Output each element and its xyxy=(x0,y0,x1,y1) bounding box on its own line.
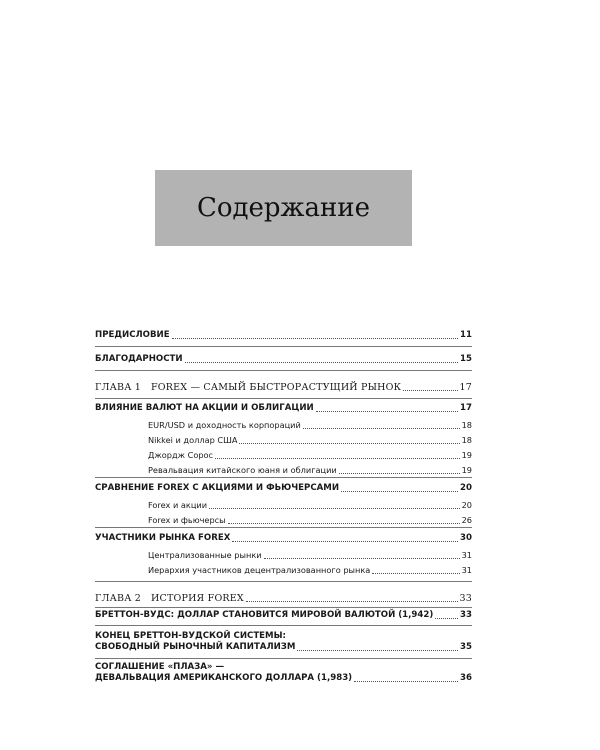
toc-page: 20 xyxy=(461,500,472,510)
toc-subsection[interactable] xyxy=(148,450,472,461)
separator-line xyxy=(95,346,472,347)
leader-dots xyxy=(372,573,459,574)
toc-subsection[interactable] xyxy=(148,420,472,431)
toc-subsection[interactable] xyxy=(148,550,472,561)
toc-section[interactable] xyxy=(95,662,472,684)
toc-label-line: СВОБОДНЫЙ РЫНОЧНЫЙ КАПИТАЛИЗМ xyxy=(95,642,296,652)
toc-label: Джордж Сорос xyxy=(148,450,214,460)
toc-label: Ревальвация китайского юаня и облигации xyxy=(148,465,337,475)
toc-section[interactable] xyxy=(95,533,472,544)
toc-label-line: КОНЕЦ БРЕТТОН-ВУДСКОЙ СИСТЕМЫ: xyxy=(95,631,286,641)
toc-label: Forex и фьючерсы xyxy=(148,515,226,525)
toc-page: 33 xyxy=(460,610,472,620)
toc-page: 11 xyxy=(460,330,472,340)
toc-label: УЧАСТНИКИ РЫНКА FOREX xyxy=(95,533,231,543)
separator-line xyxy=(95,527,472,528)
leader-dots xyxy=(185,362,458,363)
separator-line xyxy=(95,398,472,399)
toc-page: 19 xyxy=(461,465,472,475)
separator-line xyxy=(95,477,472,478)
leader-dots xyxy=(303,428,460,429)
toc-page: 35 xyxy=(460,642,472,652)
toc-chapter-1[interactable] xyxy=(95,382,472,393)
leader-dots xyxy=(209,508,460,509)
separator-line xyxy=(95,625,472,626)
toc-section[interactable] xyxy=(95,631,472,653)
toc-entry-preface[interactable] xyxy=(95,330,472,341)
toc-page: 18 xyxy=(461,435,472,445)
leader-dots xyxy=(297,650,458,651)
toc-label: БРЕТТОН-ВУДС: ДОЛЛАР СТАНОВИТСЯ МИРОВОЙ ВАЛЮТОЙ (1,942) xyxy=(95,610,434,620)
leader-dots xyxy=(339,473,460,474)
toc-page: 17 xyxy=(459,382,472,393)
toc-label: EUR/USD и доходность корпораций xyxy=(148,420,301,430)
toc-page: 31 xyxy=(461,565,472,575)
leader-dots xyxy=(172,338,458,339)
page-title: Содержание xyxy=(196,193,371,223)
toc-page: 36 xyxy=(460,673,472,683)
toc-subsection[interactable] xyxy=(148,515,472,526)
separator-line xyxy=(95,370,472,371)
toc-label: СРАВНЕНИЕ FOREX С АКЦИЯМИ И ФЬЮЧЕРСАМИ xyxy=(95,483,340,493)
leader-dots xyxy=(232,541,458,542)
separator-line xyxy=(95,607,472,608)
toc-subsection[interactable] xyxy=(148,465,472,476)
toc-label-line: СОГЛАШЕНИЕ «ПЛАЗА» — xyxy=(95,662,225,672)
toc-label: БЛАГОДАРНОСТИ xyxy=(95,354,183,364)
toc-section[interactable] xyxy=(95,610,472,621)
leader-dots xyxy=(239,443,459,444)
toc-page: 30 xyxy=(460,533,472,543)
toc-page: 15 xyxy=(460,354,472,364)
chapter-number: ГЛАВА 1 xyxy=(95,382,142,393)
toc-section[interactable] xyxy=(95,483,472,494)
chapter-title: FOREX — САМЫЙ БЫСТРОРАСТУЩИЙ РЫНОК xyxy=(151,382,402,393)
toc-label-line: ДЕВАЛЬВАЦИЯ АМЕРИКАНСКОГО ДОЛЛАРА (1,983) xyxy=(95,673,353,683)
leader-dots xyxy=(246,601,458,602)
toc-subsection[interactable] xyxy=(148,435,472,446)
toc-page: 17 xyxy=(460,403,472,413)
leader-dots xyxy=(354,681,458,682)
toc-page: 31 xyxy=(461,550,472,560)
toc-label: Иерархия участников децентрализованного рынка xyxy=(148,565,371,575)
leader-dots xyxy=(228,523,460,524)
toc-entry-acknowledgements[interactable] xyxy=(95,354,472,365)
toc-page: 26 xyxy=(461,515,472,525)
leader-dots xyxy=(403,390,457,391)
toc-subsection[interactable] xyxy=(148,500,472,511)
toc-chapter-2[interactable] xyxy=(95,593,472,604)
leader-dots xyxy=(264,558,460,559)
toc-label: ВЛИЯНИЕ ВАЛЮТ НА АКЦИИ И ОБЛИГАЦИИ xyxy=(95,403,314,413)
toc-label: ПРЕДИСЛОВИЕ xyxy=(95,330,170,340)
toc-page: 18 xyxy=(461,420,472,430)
leader-dots xyxy=(215,458,460,459)
toc-section[interactable] xyxy=(95,403,472,414)
toc-page: 20 xyxy=(460,483,472,493)
leader-dots xyxy=(341,491,458,492)
toc-page: 19 xyxy=(461,450,472,460)
separator-line xyxy=(95,658,472,659)
leader-dots xyxy=(316,411,458,412)
toc-label: Forex и акции xyxy=(148,500,208,510)
toc-page: 33 xyxy=(459,593,472,604)
separator-line xyxy=(95,581,472,582)
chapter-number: ГЛАВА 2 xyxy=(95,593,142,604)
toc-subsection[interactable] xyxy=(148,565,472,576)
leader-dots xyxy=(435,618,458,619)
toc-label: Nikkei и доллар США xyxy=(148,435,238,445)
chapter-title: ИСТОРИЯ FOREX xyxy=(151,593,244,604)
toc-label: Централизованные рынки xyxy=(148,550,262,560)
